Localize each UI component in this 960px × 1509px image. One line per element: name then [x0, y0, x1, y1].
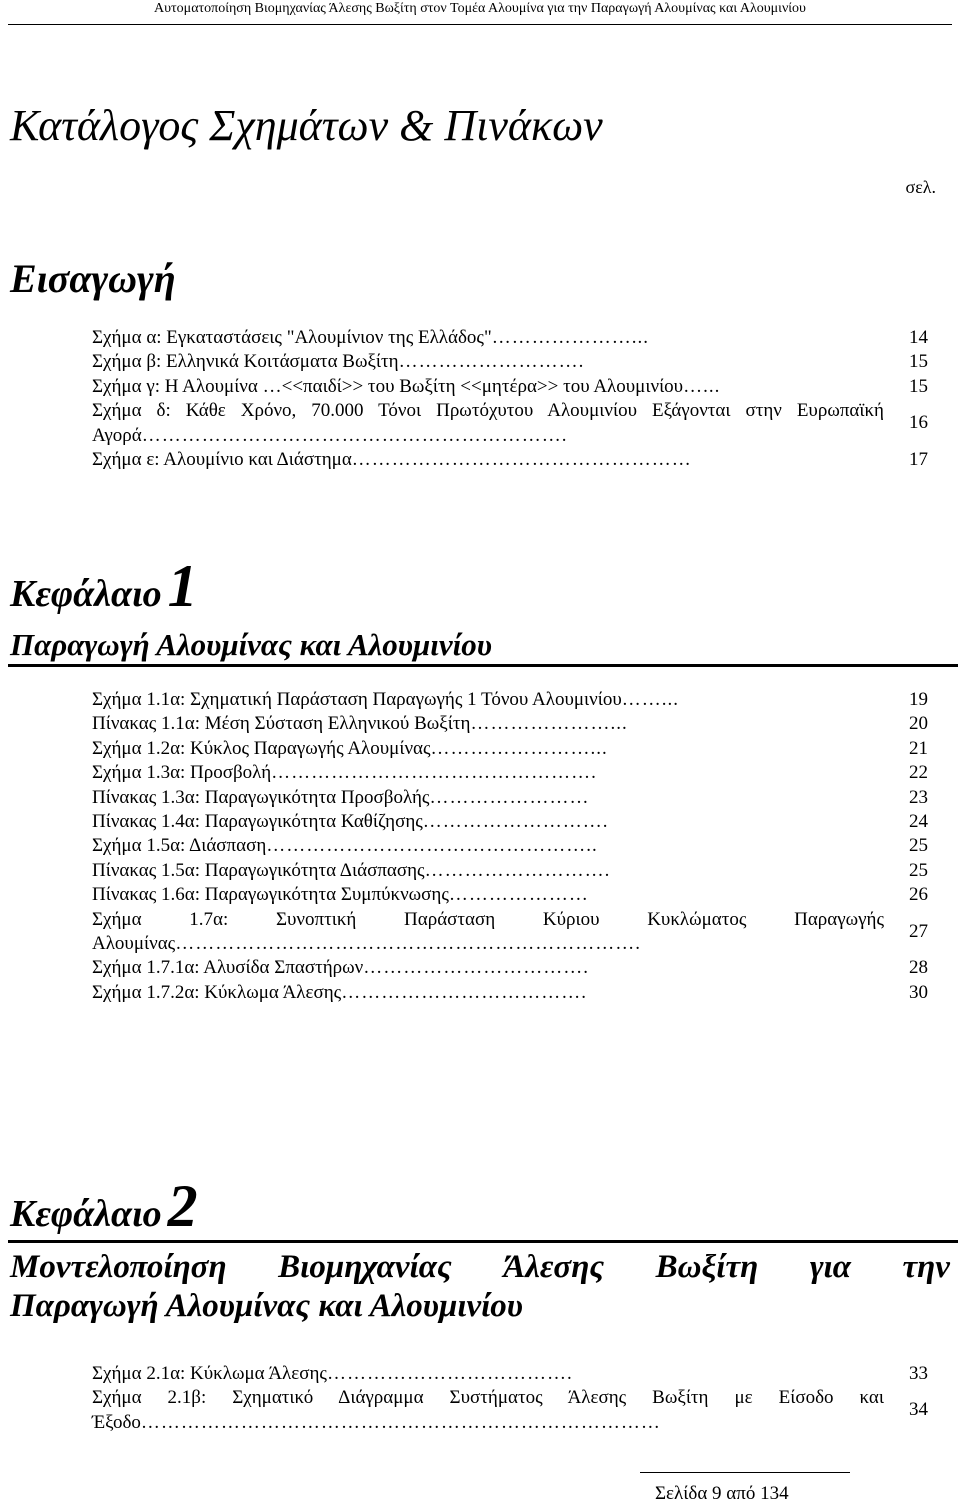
toc-entry-title: Σχήμα ε: Αλουμίνιο και Διάστημα: [92, 449, 352, 471]
running-header-text: Αυτοματοποίηση Βιομηχανίας Άλεσης Βωξίτη στον Τομέα Αλουμίνα για την Παραγωγή Αλουμίνας και Αλουμινίου: [154, 1, 806, 16]
toc-dot-leader: ……………………: [429, 786, 590, 808]
toc-dot-leader: ……………………………….: [326, 1363, 573, 1384]
toc-entry[interactable]: [92, 761, 928, 785]
toc-entry-label: [92, 712, 884, 736]
toc-entry-label: [92, 981, 884, 1005]
toc-entry-title: Σχήμα 2.1α: Κύκλωμα Άλεσης: [92, 1363, 327, 1384]
toc-entry-page: 34: [909, 1399, 928, 1421]
toc-entry[interactable]: [92, 350, 928, 374]
toc-entry-page: 25: [909, 835, 928, 857]
toc-entry-page: 17: [909, 449, 928, 471]
toc-dot-leader: ………………………………………….: [271, 762, 597, 784]
chapter1-entries: [92, 688, 928, 1005]
chapter2-subtitle-word: Βιομηχανίας: [278, 1249, 452, 1285]
toc-entry-page: 24: [909, 811, 928, 833]
toc-entry-label: [92, 908, 884, 957]
chapter1-subtitle: Παραγωγή Αλουμίνας και Αλουμινίου: [10, 627, 492, 662]
toc-entry-title: Πίνακας 1.1α: Μέση Σύσταση Ελληνικού Βωξίτη: [92, 713, 471, 735]
chapter2-subtitle-word: Άλεσης: [503, 1249, 605, 1285]
toc-entry[interactable]: [92, 448, 928, 472]
chapter2-subtitle-line1: [10, 1248, 950, 1287]
toc-dot-leader: ……...: [621, 689, 680, 710]
toc-dot-leader: ……………………...: [430, 737, 608, 759]
toc-entry-page: 33: [909, 1363, 928, 1384]
toc-entry-label: [92, 399, 884, 448]
chapter2-subtitle-word: την: [902, 1249, 950, 1285]
toc-entry[interactable]: [92, 737, 928, 761]
chapter1-heading: [10, 553, 198, 629]
toc-entry-label: [92, 448, 884, 472]
toc-entry-title: Πίνακας 1.4α: Παραγωγικότητα Καθίζησης: [92, 811, 423, 833]
footer-divider: [640, 1472, 850, 1473]
chapter2-entries: [92, 1362, 928, 1435]
toc-entry-label: [92, 834, 884, 858]
toc-entry-page: 30: [909, 981, 928, 1003]
toc-entry-title: Σχήμα β: Ελληνικά Κοιτάσματα Βωξίτη: [92, 351, 399, 373]
toc-entry[interactable]: [92, 810, 928, 834]
toc-dot-leader: ……………………………….: [341, 981, 587, 1003]
toc-entry-page: 16: [909, 412, 928, 434]
chapter2-number: 2: [167, 1173, 198, 1239]
toc-entry-label: [92, 350, 884, 374]
toc-dot-leader: …………………...: [491, 327, 649, 348]
toc-entry-title: Πίνακας 1.3α: Παραγωγικότητα Προσβολής: [92, 786, 430, 808]
toc-entry-page: 15: [909, 375, 928, 397]
toc-dot-leader: ……………………….: [398, 351, 585, 373]
toc-entry-label: [92, 761, 884, 785]
intro-entries: [92, 326, 928, 472]
toc-dot-leader: ……………………….: [422, 811, 609, 833]
chapter2-subtitle-word: Μοντελοποίηση: [10, 1249, 227, 1285]
toc-dot-leader: …………………...: [470, 713, 628, 735]
toc-entry-page: 22: [909, 762, 928, 784]
toc-entry-title: Σχήμα δ: Κάθε Χρόνο, 70.000 Τόνοι Πρωτόχυτου Αλουμινίου Εξάγονται στην Ευρωπαϊκή Αγορά: [92, 400, 884, 446]
toc-entry[interactable]: [92, 834, 928, 858]
toc-entry-label: [92, 1362, 884, 1386]
toc-entry-title: Σχήμα 1.1α: Σχηματική Παράσταση Παραγωγής 1 Τόνου Αλουμινίου: [92, 689, 622, 710]
toc-entry-title: Σχήμα 1.7.1α: Αλυσίδα Σπαστήρων: [92, 957, 364, 979]
toc-entry-label: [92, 688, 884, 712]
toc-entry-page: 27: [909, 920, 928, 942]
page-number-footer: Σελίδα 9 από 134: [655, 1483, 789, 1504]
toc-entry-page: 28: [909, 957, 928, 979]
toc-dot-leader: ……………………………………………………………………: [140, 1411, 661, 1433]
toc-entry-title: Πίνακας 1.5α: Παραγωγικότητα Διάσπασης: [92, 859, 425, 881]
toc-entry[interactable]: [92, 908, 928, 957]
page-column-label: σελ.: [905, 177, 936, 197]
toc-dot-leader: …………………………………………..: [266, 835, 598, 857]
toc-dot-leader: ……………………………………………: [351, 449, 692, 471]
toc-entry[interactable]: [92, 1386, 928, 1435]
toc-entry[interactable]: [92, 326, 928, 350]
toc-entry-page: 20: [909, 713, 928, 735]
header-divider: [8, 24, 952, 25]
toc-entry-label: [92, 737, 884, 761]
toc-entry-page: 25: [909, 859, 928, 881]
chapter1-word: Κεφάλαιο: [10, 573, 162, 615]
toc-entry-title: Σχήμα 1.3α: Προσβολή: [92, 762, 272, 784]
toc-dot-leader: …...: [683, 375, 721, 397]
toc-dot-leader: ……………………………………………………….: [141, 424, 568, 446]
toc-entry[interactable]: [92, 859, 928, 883]
toc-entry[interactable]: [92, 883, 928, 907]
toc-entry-page: 26: [909, 884, 928, 906]
toc-entry-title: Σχήμα γ: Η Αλουμίνα …<<παιδί>> του Βωξίτη <<μητέρα>> του Αλουμινίου: [92, 375, 684, 397]
toc-entry[interactable]: [92, 399, 928, 448]
chapter2-heading: [10, 1173, 198, 1249]
toc-entry[interactable]: [92, 1362, 928, 1386]
toc-dot-leader: …………………: [448, 884, 589, 906]
toc-entry[interactable]: [92, 981, 928, 1005]
toc-entry-label: [92, 375, 884, 399]
page-title: Κατάλογος Σχημάτων & Πινάκων: [10, 101, 603, 150]
toc-entry-label: [92, 883, 884, 907]
toc-entry-page: 21: [909, 737, 928, 759]
toc-entry[interactable]: [92, 786, 928, 810]
toc-entry-title: Σχήμα α: Εγκαταστάσεις "Αλουμίνιον της Ελλάδος": [92, 327, 492, 348]
chapter2-word: Κεφάλαιο: [10, 1193, 162, 1235]
toc-entry-title: Σχήμα 1.2α: Κύκλος Παραγωγής Αλουμίνας: [92, 737, 431, 759]
toc-dot-leader: ……………………….: [424, 859, 611, 881]
toc-entry-label: [92, 810, 884, 834]
toc-entry-title: Σχήμα 1.7α: Συνοπτική Παράσταση Κύριου Κυκλώματος Παραγωγής Αλουμίνας: [92, 908, 884, 955]
toc-entry-label: [92, 786, 884, 810]
toc-entry[interactable]: [92, 375, 928, 399]
toc-entry-title: Σχήμα 1.7.2α: Κύκλωμα Άλεσης: [92, 981, 342, 1003]
chapter2-subtitle-word: για: [809, 1249, 851, 1285]
toc-entry-page: 23: [909, 786, 928, 808]
toc-entry-page: 14: [909, 327, 928, 348]
chapter2-subtitle: [10, 1248, 950, 1326]
toc-entry-title: Πίνακας 1.6α: Παραγωγικότητα Συμπύκνωσης: [92, 884, 449, 906]
intro-title: Εισαγωγή: [10, 256, 176, 301]
chapter2-rule: [8, 1240, 958, 1243]
running-header: [0, 0, 960, 26]
toc-entry-label: [92, 859, 884, 883]
chapter1-number: 1: [167, 553, 198, 619]
chapter2-subtitle-word: Βωξίτη: [655, 1249, 759, 1285]
toc-entry-title: Σχήμα 2.1β: Σχηματικό Διάγραμμα Συστήματος Άλεσης Βωξίτη με Είσοδο και Έξοδο: [92, 1387, 884, 1433]
toc-dot-leader: …………………………………………………………….: [175, 933, 641, 955]
chapter2-subtitle-line2: Παραγωγή Αλουμίνας και Αλουμινίου: [10, 1288, 523, 1324]
toc-entry[interactable]: [92, 688, 928, 712]
toc-entry[interactable]: [92, 712, 928, 736]
toc-entry-label: [92, 326, 884, 350]
toc-entry-label: [92, 1386, 884, 1435]
toc-entry-page: 19: [909, 689, 928, 710]
toc-entry-page: 15: [909, 351, 928, 373]
toc-dot-leader: …………………………….: [363, 957, 590, 979]
toc-entry-title: Σχήμα 1.5α: Διάσπαση: [92, 835, 267, 857]
toc-entry-label: [92, 956, 884, 980]
chapter1-rule: [8, 664, 958, 667]
toc-entry[interactable]: [92, 956, 928, 980]
